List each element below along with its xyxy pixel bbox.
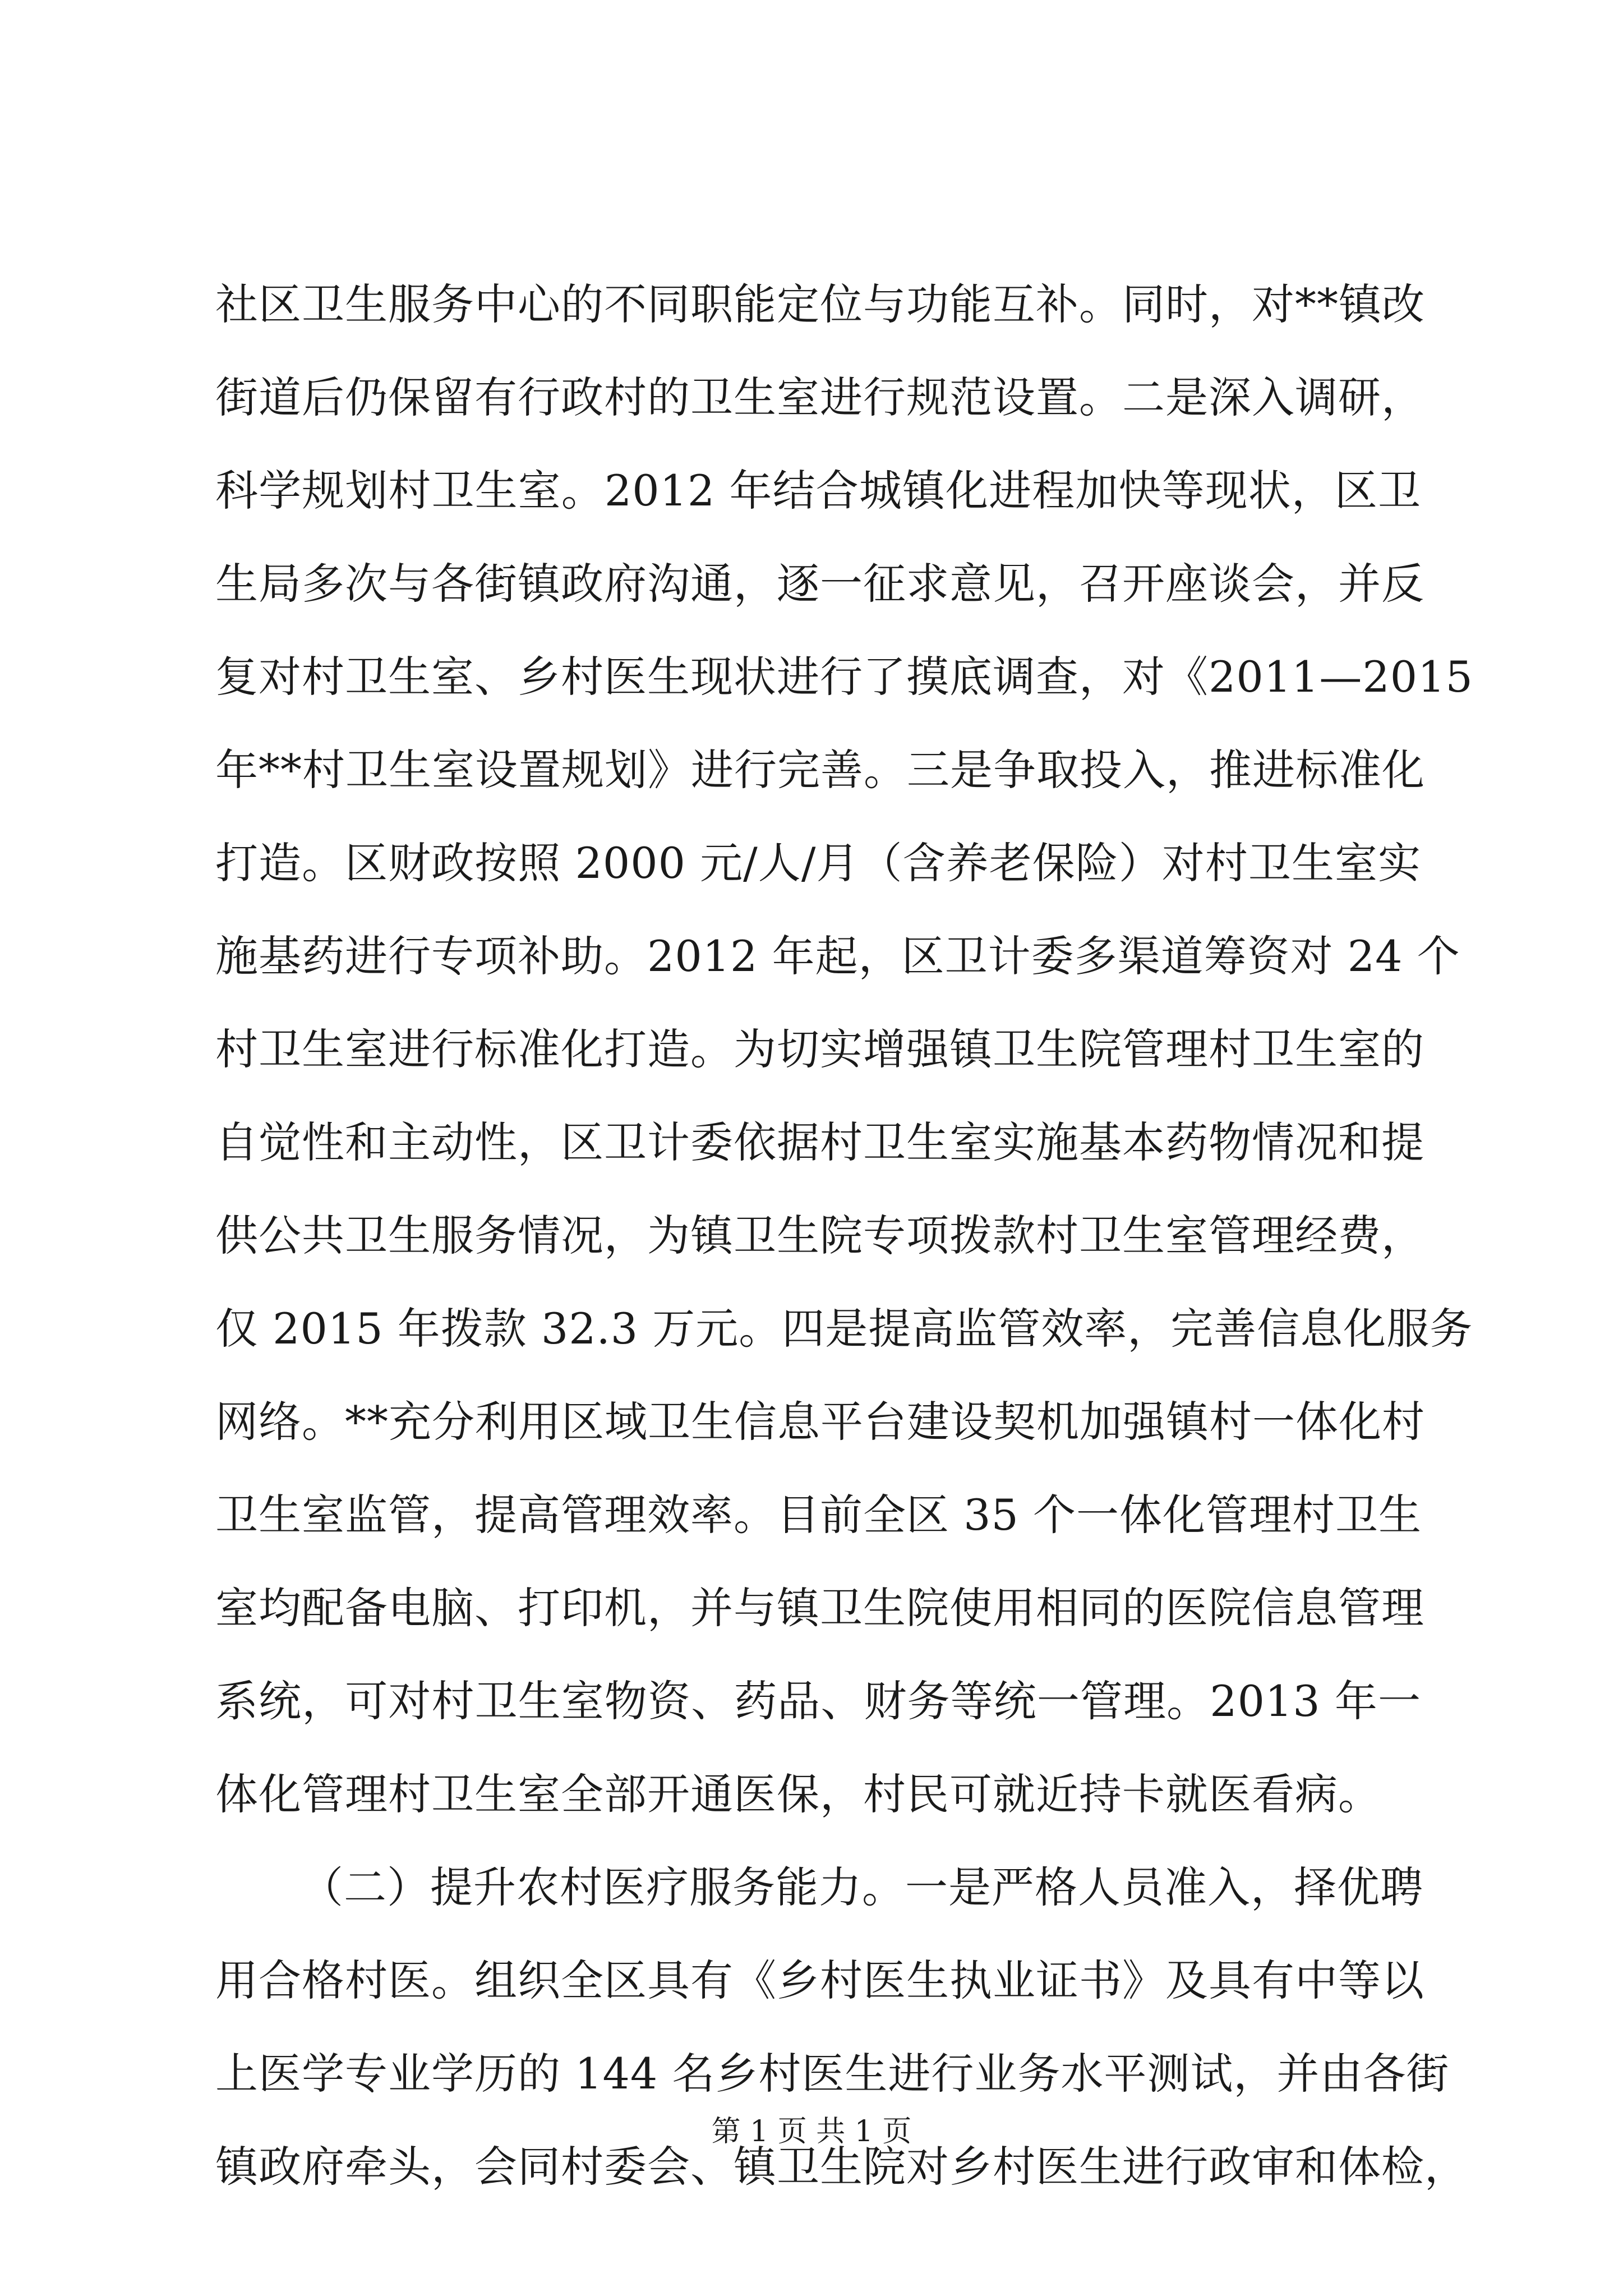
text-line: 体化管理村卫生室全部开通医保，村民可就近持卡就医看病。 (215, 1769, 1381, 1819)
text-line: 村卫生室进行标准化打造。为切实增强镇卫生院管理村卫生室的 (215, 1024, 1424, 1074)
body-text (215, 258, 1473, 2214)
text-line: 仅 2015 年拨款 32.3 万元。四是提高监管效率，完善信息化服务 (215, 1304, 1473, 1354)
text-line: 施基药进行专项补助。2012 年起，区卫计委多渠道筹资对 24 个 (215, 931, 1460, 981)
text-line: 社区卫生服务中心的不同职能定位与功能互补。同时，对**镇改 (215, 279, 1425, 329)
text-line: 用合格村医。组织全区具有《乡村医生执业证书》及具有中等以 (215, 1955, 1424, 2005)
text-line: 卫生室监管，提高管理效率。目前全区 35 个一体化管理村卫生 (215, 1490, 1422, 1540)
text-line: 网络。**充分利用区域卫生信息平台建设契机加强镇村一体化村 (215, 1397, 1425, 1447)
page-footer (0, 2109, 1623, 2154)
text-line: 生局多次与各街镇政府沟通，逐一征求意见，召开座谈会，并反 (215, 559, 1424, 609)
text-line: 自觉性和主动性，区卫计委依据村卫生室实施基本药物情况和提 (215, 1117, 1424, 1167)
text-line: 科学规划村卫生室。2012 年结合城镇化进程加快等现状，区卫 (215, 466, 1421, 516)
text-line: 上医学专业学历的 144 名乡村医生进行业务水平测试，并由各街 (215, 2049, 1450, 2099)
text-line: 供公共卫生服务情况，为镇卫生院专项拨款村卫生室管理经费， (215, 1211, 1424, 1260)
text-line: 街道后仍保留有行政村的卫生室进行规范设置。二是深入调研， (215, 372, 1424, 422)
text-line: 复对村卫生室、乡村医生现状进行了摸底调查，对《2011—2015 (215, 652, 1473, 702)
text-line: 打造。区财政按照 2000 元/人/月（含养老保险）对村卫生室实 (215, 838, 1421, 888)
text-line: 系统，可对村卫生室物资、药品、财务等统一管理。2013 年一 (215, 1676, 1421, 1726)
text-line: 室均配备电脑、打印机，并与镇卫生院使用相同的医院信息管理 (215, 1583, 1424, 1633)
text-line: 镇政府牵头，会同村委会、镇卫生院对乡村医生进行政审和体检， (215, 2142, 1468, 2192)
text-line: 年**村卫生室设置规划》进行完善。三是争取投入，推进标准化 (215, 745, 1425, 795)
text-line: （二）提升农村医疗服务能力。一是严格人员准入，择优聘 (301, 1862, 1423, 1912)
page-number: 第 1 页 共 1 页 (711, 2115, 912, 2148)
